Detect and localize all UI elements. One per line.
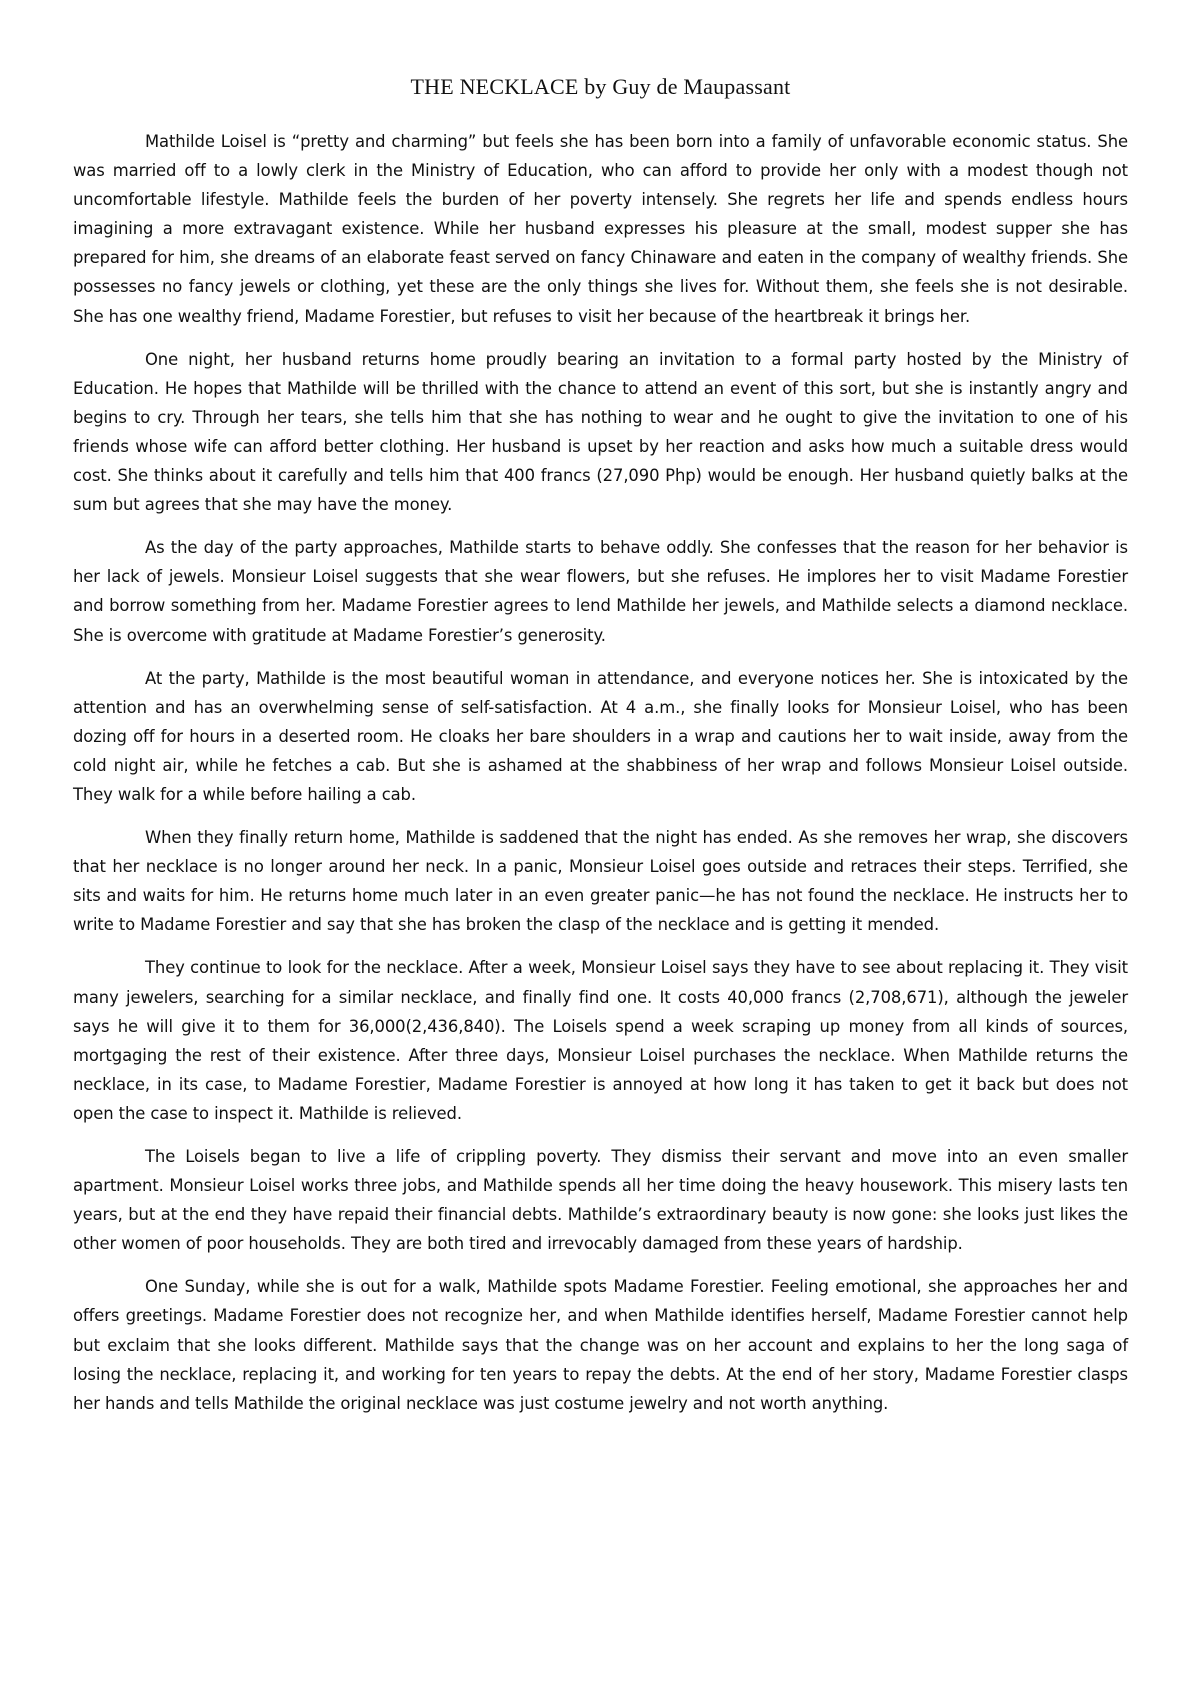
paragraph-1: Mathilde Loisel is “pretty and charming” but feels she has been born into a family of unfavorable economic status. She was married off to a lowly clerk in the Ministry of Education, who can afford to provide her only with a modest though not uncomfortable lifestyle. Mathilde feels the burden of her poverty intensely. She regrets her life and spends endless hours imagining a more extravagant existence. While her husband expresses his pleasure at the small, modest supper she has prepared for him, she dreams of an elaborate feast served on fancy Chinaware and eaten in the company of wealthy friends. She possesses no fancy jewels or clothing, yet these are the only things she lives for. Without them, she feels she is not desirable. She has one wealthy friend, Madame Forestier, but refuses to visit her because of the heartbreak it brings her.	[73, 132, 1128, 326]
paragraph-8: One Sunday, while she is out for a walk, Mathilde spots Madame Forestier. Feeling emotional, she approaches her and offers greetings. Madame Forestier does not recognize her, and when Mathilde identifies herself, Madame Forestier cannot help but exclaim that she looks different. Mathilde says that the change was on her account and explains to her the long saga of losing the necklace, replacing it, and working for ten years to repay the debts. At the end of her story, Madame Forestier clasps her hands and tells Mathilde the original necklace was just costume jewelry and not worth anything.	[73, 1277, 1128, 1413]
paragraph-6: They continue to look for the necklace. After a week, Monsieur Loisel says they have to see about replacing it. They visit many jewelers, searching for a similar necklace, and finally find one. It costs 40,000 francs (2,708,671), although the jeweler says he will give it to them for 36,000(2,436,840). The Loisels spend a week scraping up money from all kinds of sources, mortgaging the rest of their existence. After three days, Monsieur Loisel purchases the necklace. When Mathilde returns the necklace, in its case, to Madame Forestier, Madame Forestier is annoyed at how long it has taken to get it back but does not open the case to inspect it. Mathilde is relieved.	[73, 958, 1128, 1123]
document-title: THE NECKLACE by Guy de Maupassant	[410, 74, 791, 99]
paragraph-3: As the day of the party approaches, Mathilde starts to behave oddly. She confesses that the reason for her behavior is her lack of jewels. Monsieur Loisel suggests that she wear flowers, but she refuses. He implores her to visit Madame Forestier and borrow something from her. Madame Forestier agrees to lend Mathilde her jewels, and Mathilde selects a diamond necklace. She is overcome with gratitude at Madame Forestier’s generosity.	[73, 538, 1128, 645]
document-page	[73, 72, 1128, 1432]
paragraph-5: When they finally return home, Mathilde is saddened that the night has ended. As she removes her wrap, she discovers that her necklace is no longer around her neck. In a panic, Monsieur Loisel goes outside and retraces their steps. Terrified, she sits and waits for him. He returns home much later in an even greater panic—he has not found the necklace. He instructs her to write to Madame Forestier and say that she has broken the clasp of the necklace and is getting it mended.	[73, 828, 1128, 935]
paragraph-7: The Loisels began to live a life of crippling poverty. They dismiss their servant and move into an even smaller apartment. Monsieur Loisel works three jobs, and Mathilde spends all her time doing the heavy housework. This misery lasts ten years, but at the end they have repaid their financial debts. Mathilde’s extraordinary beauty is now gone: she looks just likes the other women of poor households. They are both tired and irrevocably damaged from these years of hardship.	[73, 1147, 1128, 1254]
paragraph-4: At the party, Mathilde is the most beautiful woman in attendance, and everyone notices her. She is intoxicated by the attention and has an overwhelming sense of self-satisfaction. At 4 a.m., she finally looks for Monsieur Loisel, who has been dozing off for hours in a deserted room. He cloaks her bare shoulders in a wrap and cautions her to wait inside, away from the cold night air, while he fetches a cab. But she is ashamed at the shabbiness of her wrap and follows Monsieur Loisel outside. They walk for a while before hailing a cab.	[73, 668, 1128, 804]
paragraph-2: One night, her husband returns home proudly bearing an invitation to a formal party hosted by the Ministry of Education. He hopes that Mathilde will be thrilled with the chance to attend an event of this sort, but she is instantly angry and begins to cry. Through her tears, she tells him that she has nothing to wear and he ought to give the invitation to one of his friends whose wife can afford better clothing. Her husband is upset by her reaction and asks how much a suitable dress would cost. She thinks about it carefully and tells him that 400 francs (27,090 Php) would be enough. Her husband quietly balks at the sum but agrees that she may have the money.	[73, 349, 1128, 515]
